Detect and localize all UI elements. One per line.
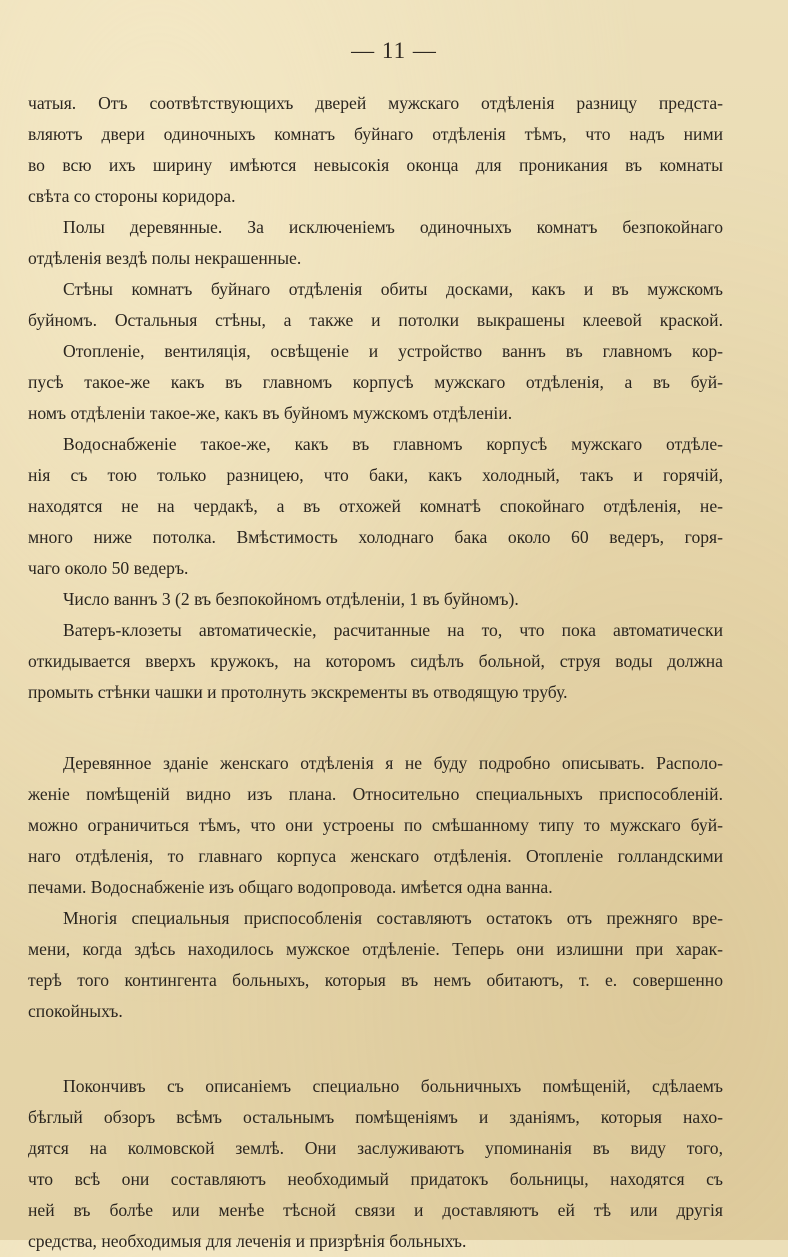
paragraph	[28, 903, 723, 1027]
text-line: промыть стѣнки чашки и протолнуть экскременты въ отводящую трубу.	[28, 682, 568, 702]
section-gap	[28, 1027, 723, 1071]
text-line: чаго около 50 ведеръ.	[28, 558, 189, 578]
paragraph	[28, 88, 723, 212]
text-line: откидывается вверхъ кружокъ, на которомъ сидѣлъ больной, струя воды должна	[28, 651, 723, 671]
text-line: нія съ тою только разницею, что баки, какъ холодный, такъ и горячій,	[28, 465, 723, 485]
text-line: наго отдѣленія, то главнаго корпуса женскаго отдѣленія. Отопленіе голландскими	[28, 846, 723, 866]
text-line: буйномъ. Остальныя стѣны, а также и потолки выкрашены клеевой краской.	[28, 310, 723, 330]
text-line: Число ваннъ 3 (2 въ безпокойномъ отдѣленіи, 1 въ буйномъ).	[63, 589, 519, 609]
text-line: во всю ихъ ширину имѣются невысокія оконца для проникания въ комнаты	[28, 155, 723, 175]
paragraph	[28, 748, 723, 903]
text-line: средства, необходимыя для леченія и призрѣнія больныхъ.	[28, 1231, 467, 1251]
text-line: печами. Водоснабженіе изъ общаго водопровода. имѣется одна ванна.	[28, 877, 553, 897]
text-line: вляютъ двери одиночныхъ комнатъ буйнаго отдѣленія тѣмъ, что надъ ними	[28, 124, 723, 144]
body-text	[28, 88, 723, 1257]
text-line: можно ограничиться тѣмъ, что они устроены по смѣшанному типу то мужскаго буй-	[28, 815, 723, 835]
text-line: спокойныхъ.	[28, 1001, 123, 1021]
text-line: что всѣ они составляютъ необходимый придатокъ больницы, находятся съ	[28, 1169, 723, 1189]
text-line: Стѣны комнатъ буйнаго отдѣленія обиты досками, какъ и въ мужскомъ	[63, 279, 723, 299]
paragraph	[28, 336, 723, 429]
text-line: пусѣ такое-же какъ въ главномъ корпусѣ мужскаго отдѣленія, а въ буй-	[28, 372, 723, 392]
text-line: бѣглый обзоръ всѣмъ остальнымъ помѣщеніямъ и зданіямъ, которыя нахо-	[28, 1107, 723, 1127]
text-line: чатыя. Отъ соотвѣтствующихъ дверей мужскаго отдѣленія разницу предста-	[28, 93, 723, 113]
text-line: номъ отдѣленіи такое-же, какъ въ буйномъ мужскомъ отдѣленіи.	[28, 403, 513, 423]
paragraph	[28, 1071, 723, 1257]
text-line: Деревянное зданіе женскаго отдѣленія я не буду подробно описывать. Располо-	[63, 753, 723, 773]
paragraph	[28, 584, 723, 615]
text-line: женіе помѣщеній видно изъ плана. Относительно специальныхъ приспособленій.	[28, 784, 723, 804]
text-line: Ватеръ-клозеты автоматическіе, расчитанные на то, что пока автоматически	[63, 620, 723, 640]
text-line: Многія специальныя приспособленія составляютъ остатокъ отъ прежняго вре-	[63, 908, 723, 928]
text-line: дятся на колмовской землѣ. Они заслуживаютъ упоминанія въ виду того,	[28, 1138, 723, 1158]
text-line: ней въ болѣе или менѣе тѣсной связи и доставляютъ ей тѣ или другія	[28, 1200, 723, 1220]
paragraph	[28, 274, 723, 336]
paragraph	[28, 615, 723, 708]
section-gap	[28, 708, 723, 748]
text-line: Покончивъ съ описаніемъ специально больничныхъ помѣщеній, сдѣлаемъ	[63, 1076, 723, 1096]
paragraph	[28, 429, 723, 584]
text-line: мени, когда здѣсь находилось мужское отдѣленіе. Теперь они излишни при харак-	[28, 939, 723, 959]
text-line: отдѣленія вездѣ полы некрашенные.	[28, 248, 302, 268]
page-number: — 11 —	[351, 38, 437, 63]
text-line: Полы деревянные. За исключеніемъ одиночныхъ комнатъ безпокойнаго	[63, 217, 723, 237]
text-line: Отопленіе, вентиляція, освѣщеніе и устройство ваннъ въ главномъ кор-	[63, 341, 723, 361]
text-line: много ниже потолка. Вмѣстимость холоднаго бака около 60 ведеръ, горя-	[28, 527, 723, 547]
text-line: Водоснабженіе такое-же, какъ въ главномъ корпусѣ мужскаго отдѣле-	[63, 434, 723, 454]
text-line: свѣта со стороны коридора.	[28, 186, 236, 206]
paragraph	[28, 212, 723, 274]
text-line: находятся не на чердакѣ, а въ отхожей комнатѣ спокойнаго отдѣленія, не-	[28, 496, 723, 516]
text-line: терѣ того контингента больныхъ, которыя въ немъ обитаютъ, т. е. совершенно	[28, 970, 723, 990]
